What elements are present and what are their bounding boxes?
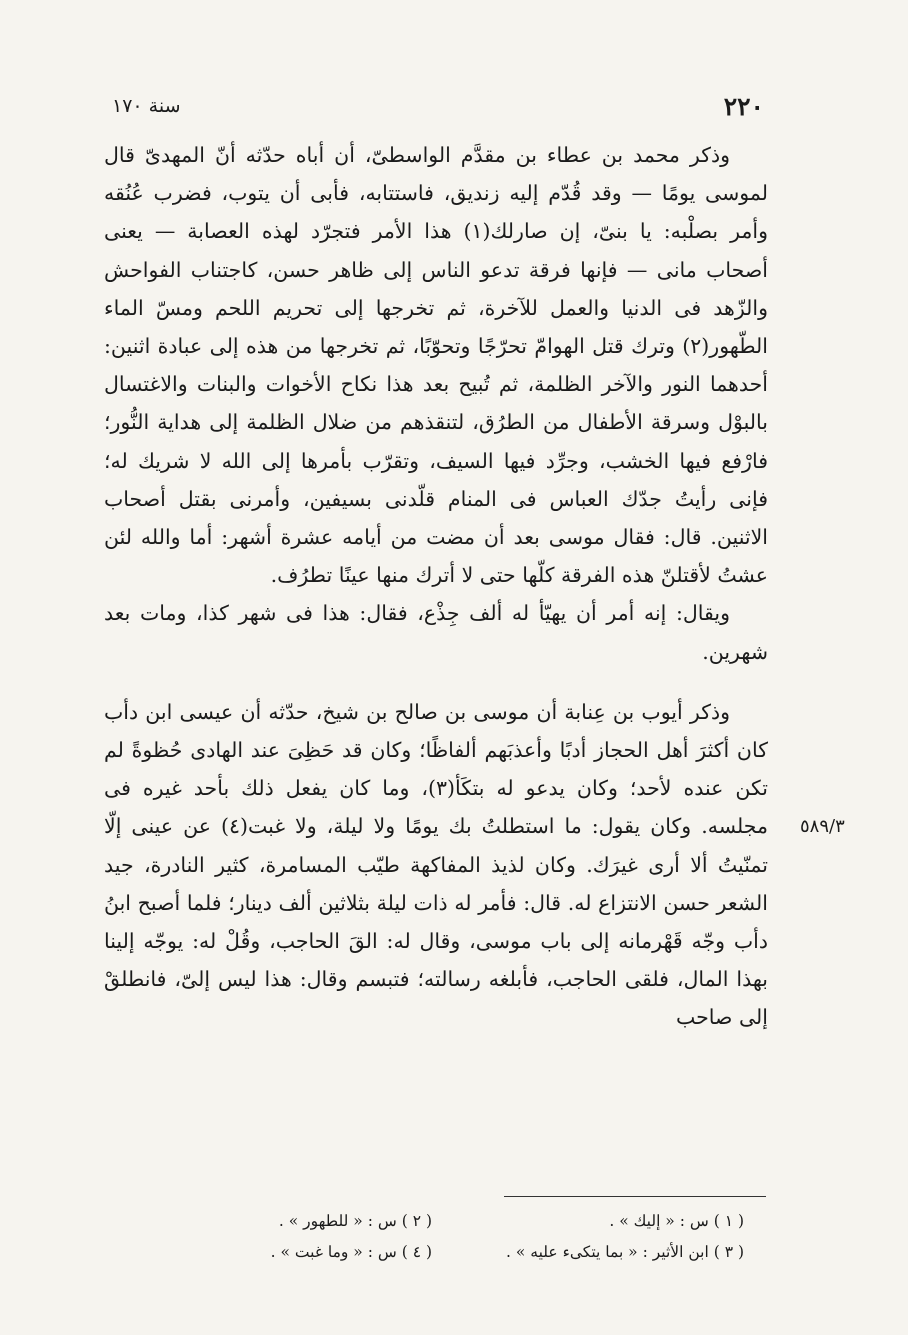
paragraph: وذكر أيوب بن عِنابة أن موسى بن صالح بن شيخ، حدّثه أن عيسى ابن دأب كان أكثرَ أهل الحجاز أدبًا وأعذبَهم ألفاظًا؛ وكان قد حَظِىَ عند الهادى حُظوةً لم تكن عنده لأحد؛ وكان يدعو له بتكَأ(٣)، وما كان يفعل ذلك بأحد غيره فى مجلسه. وكان يقول: ما استطلتُ بك يومًا ولا ليلة، ولا غبت(٤) عن عينى إلّا تمنّيتُ ألا أرى غيرَك. وكان لذيذ المفاكهة طيّب المسامرة، كثير النادرة، جيد الشعر حسن الانتزاع له. قال: فأمر له ذات ليلة بثلاثين ألف دينار؛ فلما أصبح ابنُ دأب وجّه قَهْرمانه إلى باب موسى، وقال له: القَ الحاجب، وقُلْ له: يوجّه إلينا بهذا المال، فلقى الحاجب، فأبلغه رسالته؛ فتبسم وقال: هذا ليس إلىّ، فانطلقْ إلى صاحب <box>104 699 768 1030</box>
footnote-4: ( ٤ ) س : « وما غبت » . <box>270 1243 432 1261</box>
paragraph: ويقال: إنه أمر أن يهيّأ له ألف جِذْع، فقال: هذا فى شهر كذا، ومات بعد شهرين. <box>104 601 768 664</box>
footnote-divider <box>504 1196 766 1197</box>
main-text <box>104 136 768 1037</box>
footnote-1: ( ١ ) س : « إليك » . <box>609 1212 744 1230</box>
margin-reference: ٥٨٩/٣ <box>800 816 845 837</box>
page-number: ٢٢٠ <box>723 91 764 121</box>
running-title: سنة ١٧٠ <box>112 95 181 117</box>
footnotes <box>160 1206 744 1268</box>
paragraph: وذكر محمد بن عطاء بن مقدَّم الواسطىّ، أن أباه حدّثه أنّ المهدىّ قال لموسى يومًا — وقد قُدّم إليه زنديق، فاستتابه، فأبى أن يتوب، فضرب عُنُقه وأمر بصلْبه: يا بنىّ، إن صارلك(١) هذا الأمر فتجرّد لهذه العصابة — يعنى أصحاب مانى — فإنها فرقة تدعو الناس إلى ظاهر حسن، كاجتناب الفواحش والزّهد فى الدنيا والعمل للآخرة، ثم تخرجها إلى تحريم اللحم ومسّ الماء الطّهور(٢) وترك قتل الهوامّ تحرّجًا وتحوّبًا، ثم تخرجها من هذه إلى عبادة اثنين: أحدهما النور والآخر الظلمة، ثم تُبيح بعد هذا نكاح الأخوات والبنات والاغتسال بالبوْل وسرقة الأطفال من الطرُق، لتنقذهم من ضلال الظلمة إلى هداية النُّور؛ فارْفع فيها الخشب، وجرِّد فيها السيف، وتقرّب بأمرها إلى الله لا شريك له؛ فإنى رأيتُ جدّك العباس فى المنام قلّدنى بسيفين، وأمرنى بقتل أصحاب الاثنين. قال: فقال موسى بعد أن مضت من أيامه عشرة أشهر: أما والله لئن عشتُ لأقتلنّ هذه الفرقة كلّها حتى لا أترك منها عينًا تطرُف. <box>104 143 768 588</box>
footnote-2: ( ٢ ) س : « للطهور » . <box>278 1212 432 1230</box>
footnote-3: ( ٣ ) ابن الأثير : « بما يتكىء عليه » . <box>506 1243 744 1261</box>
page-header <box>112 88 764 124</box>
